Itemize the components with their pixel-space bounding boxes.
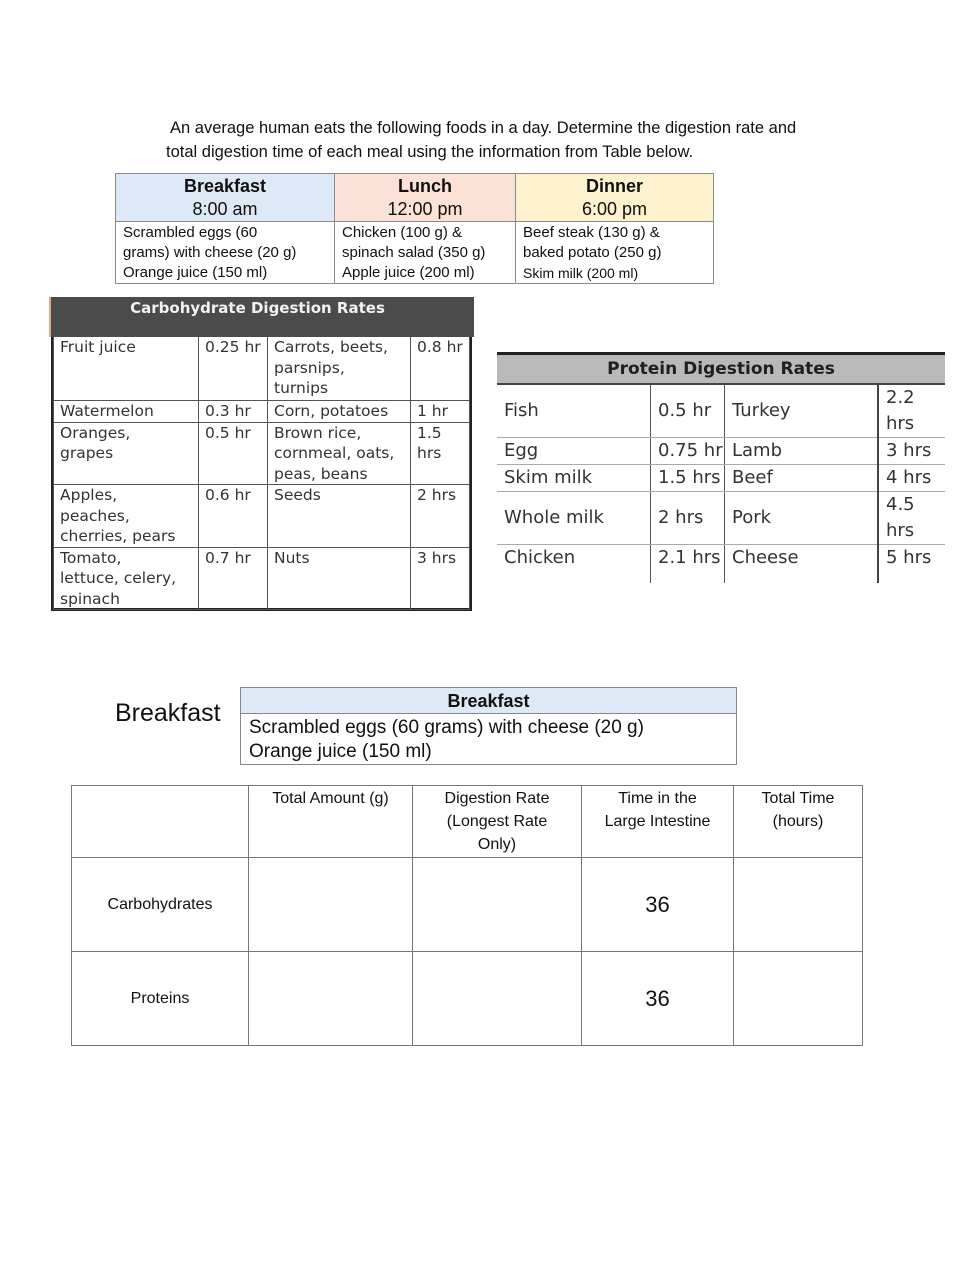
carb-rate: 0.5 hr [199,422,268,485]
row-label-proteins: Proteins [72,952,249,1046]
protein-rate: 2.1 hrs [651,545,725,584]
carb-rate: 0.6 hr [199,485,268,548]
protein-food: Chicken [497,545,651,584]
carb-food: Fruit juice [54,337,199,400]
carb-rate: 1.5 hrs [411,422,470,485]
carb-food: Tomato, lettuce, celery, spinach [54,547,199,610]
carb-food: Carrots, beets, parsnips, turnips [268,337,411,400]
protein-grid [497,385,945,583]
protein-food: Cheese [725,545,879,584]
protein-rates-table [497,352,945,583]
lunch-foods [335,222,516,284]
protein-food: Skim milk [497,465,651,492]
dinner-time: 6:00 pm [581,199,648,219]
header-digestion-rate: Digestion Rate (Longest Rate Only) [413,786,582,858]
carb-total-amount-input[interactable] [249,858,413,952]
breakfast-summary-box [240,687,737,765]
instructions-line-2: total digestion time of each meal using the information from Table below. [166,143,694,161]
breakfast-summary-title: Breakfast [241,688,737,714]
protein-food: Beef [725,465,879,492]
carb-rate: 0.25 hr [199,337,268,400]
instructions [166,116,886,164]
dinner-food-line: Skim milk (200 ml) [523,265,639,281]
header-total-amount: Total Amount (g) [249,786,413,858]
breakfast-summary-line: Scrambled eggs (60 grams) with cheese (20 g) [249,717,644,738]
lunch-header [335,174,516,222]
carb-total-time-input[interactable] [734,858,863,952]
row-label-carbohydrates: Carbohydrates [72,858,249,952]
protein-rate: 0.75 hr [651,438,725,465]
breakfast-foods [116,222,335,284]
protein-digestion-rate-input[interactable] [413,952,582,1046]
carb-rate: 2 hrs [411,485,470,548]
breakfast-food-line: Scrambled eggs (60 [123,224,258,241]
protein-large-intestine-value: 36 [582,952,734,1046]
meals-table [115,173,714,284]
carbohydrate-rates-table [49,297,474,613]
protein-food: Pork [725,492,879,545]
protein-food: Fish [497,385,651,438]
carbohydrate-grid [53,337,470,610]
dinner-food-line: Beef steak (130 g) & [523,224,660,241]
carb-rate: 0.3 hr [199,400,268,422]
protein-rate: 1.5 hrs [651,465,725,492]
protein-table-title: Protein Digestion Rates [497,352,945,385]
carb-rate: 0.8 hr [411,337,470,400]
lunch-name: Lunch [398,176,452,196]
protein-rate: 4.5 hrs [878,492,945,545]
breakfast-food-line: Orange juice (150 ml) [123,264,268,281]
carb-food: Brown rice, cornmeal, oats, peas, beans [268,422,411,485]
carb-food: Oranges, grapes [54,422,199,485]
lunch-food-line: spinach salad (350 g) [342,244,486,261]
breakfast-summary-foods [241,714,737,765]
dinner-header [516,174,714,222]
carb-food: Watermelon [54,400,199,422]
carb-rate: 3 hrs [411,547,470,610]
instructions-line-1: An average human eats the following foods in a day. Determine the digestion rate and [170,119,797,137]
protein-food: Egg [497,438,651,465]
protein-rate: 3 hrs [878,438,945,465]
lunch-food-line: Apple juice (200 ml) [342,264,475,281]
dinner-foods [516,222,714,284]
breakfast-worksheet [71,785,863,1046]
carb-large-intestine-value: 36 [582,858,734,952]
protein-rate: 5 hrs [886,547,932,568]
carbohydrate-table-title: Carbohydrate Digestion Rates [49,297,474,337]
protein-food: Turkey [725,385,879,438]
dinner-name: Dinner [585,176,643,196]
carb-digestion-rate-input[interactable] [413,858,582,952]
worksheet-corner-cell [72,786,249,858]
protein-rate: 4 hrs [878,465,945,492]
breakfast-section-label: Breakfast [115,699,221,727]
breakfast-summary-line: Orange juice (150 ml) [249,741,432,762]
lunch-food-line: Chicken (100 g) & [342,224,463,241]
carb-food: Seeds [268,485,411,548]
breakfast-header [116,174,335,222]
protein-total-amount-input[interactable] [249,952,413,1046]
lunch-time: 12:00 pm [387,199,463,219]
breakfast-time: 8:00 am [192,199,258,219]
protein-rate: 0.5 hr [651,385,725,438]
protein-rate: 2.2 hrs [878,385,945,438]
protein-food: Lamb [725,438,879,465]
breakfast-food-line: grams) with cheese (20 g) [123,244,297,261]
carb-food: Corn, potatoes [268,400,411,422]
breakfast-name: Breakfast [183,176,267,196]
carb-food: Apples, peaches, cherries, pears [54,485,199,548]
carb-rate: 0.7 hr [199,547,268,610]
carb-rate: 1 hr [411,400,470,422]
header-large-intestine: Time in the Large Intestine [582,786,734,858]
dinner-food-line: baked potato (250 g) [523,244,662,261]
protein-food: Whole milk [497,492,651,545]
carb-food: Nuts [268,547,411,610]
header-total-time: Total Time (hours) [734,786,863,858]
protein-total-time-input[interactable] [734,952,863,1046]
protein-rate: 2 hrs [651,492,725,545]
